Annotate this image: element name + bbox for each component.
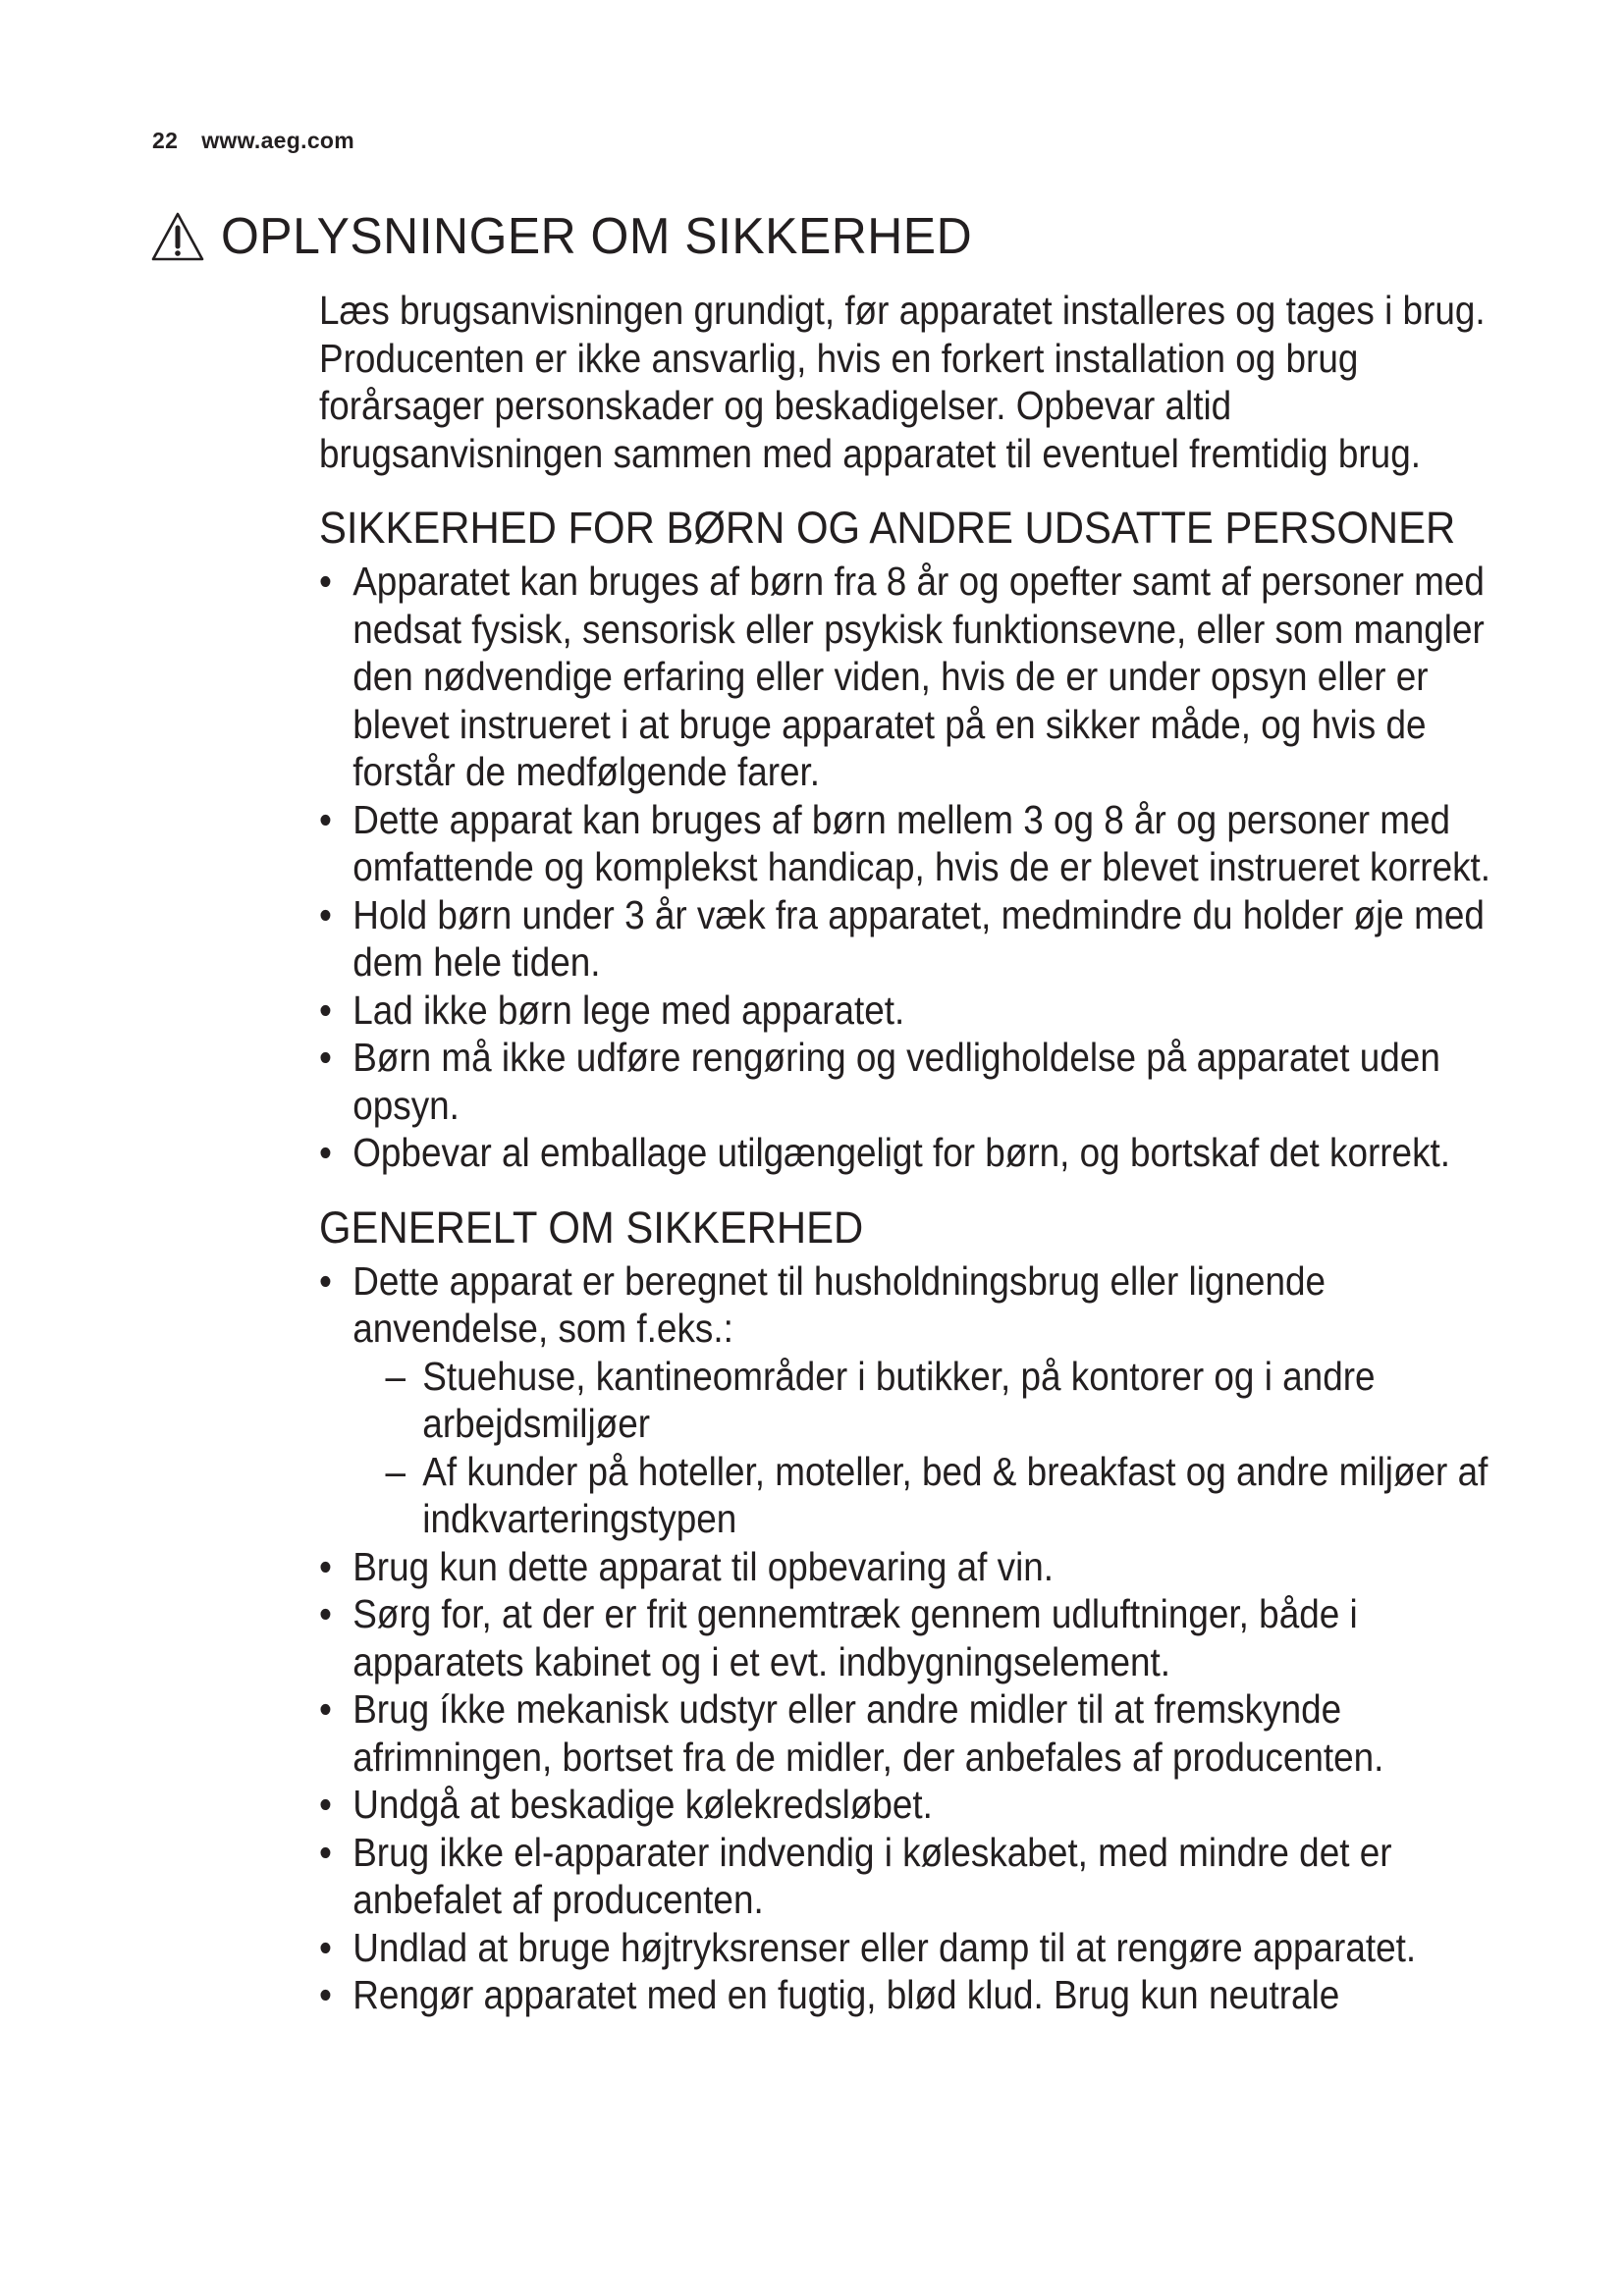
list-item-text: Brug kun dette apparat til opbevaring af vin. [352, 1543, 1055, 1589]
list-item [319, 1924, 1508, 1972]
section-heading-children: SIKKERHED FOR BØRN OG ANDRE UDSATTE PERSONER [319, 503, 1456, 553]
list-item [319, 891, 1508, 987]
list-item [319, 1971, 1508, 2019]
bullet-point: • [319, 1686, 332, 1732]
bullet-point: • [319, 1543, 332, 1589]
sub-list-item [386, 1353, 1508, 1448]
list-item [319, 796, 1508, 891]
list-item [319, 1685, 1508, 1781]
bullet-point: • [319, 1782, 332, 1827]
list-item-text: Brug ikke el-apparater indvendig i køleskabet, med mindre det er anbefalet af producenten. [352, 1829, 1392, 1922]
title-row [150, 208, 1003, 265]
bullet-point: • [319, 1829, 332, 1875]
content [319, 287, 1507, 2019]
bullet-point: • [319, 1035, 332, 1080]
warning-triangle-icon [150, 211, 205, 262]
list-item [319, 1257, 1508, 1543]
bullet-point: • [319, 1924, 332, 1970]
bullet-point: • [319, 987, 332, 1033]
bullet-point: • [319, 1972, 332, 2017]
list-item-text: Dette apparat kan bruges af børn mellem 3 og 8 år og personer med omfattende og komplekst handicap, hvis de er blevet instrueret korrekt. [352, 796, 1491, 889]
page-title: OPLYSNINGER OM SIKKERHED [221, 208, 973, 265]
page-number: 22 [152, 128, 179, 153]
list-item [319, 1034, 1508, 1129]
list-item-text: Undgå at beskadige kølekredsløbet. [352, 1782, 933, 1827]
list-item [319, 558, 1508, 796]
list-item [319, 1129, 1508, 1177]
list-item [319, 1781, 1508, 1829]
bullet-point: • [319, 1591, 332, 1636]
list-item-text: Opbevar al emballage utilgængeligt for børn, og bortskaf det korrekt. [352, 1130, 1451, 1175]
sub-list-item [352, 1448, 1507, 1543]
page-header [152, 128, 354, 154]
list-item-text: Dette apparat er beregnet til husholdningsbrug eller lignende anvendelse, som f.eks.: [352, 1257, 1326, 1351]
bullet-point: • [319, 1130, 332, 1175]
list-item [319, 987, 1508, 1035]
list-item-text: Hold børn under 3 år væk fra apparatet, medmindre du holder øje med dem hele tiden. [352, 891, 1485, 985]
website-url: www.aeg.com [201, 128, 355, 153]
list-item-text: Lad ikke børn lege med apparatet. [352, 987, 905, 1033]
sub-list-item-text: Stuehuse, kantineområder i butikker, på kontorer og i andre arbejdsmiljøer [422, 1353, 1376, 1446]
list-item-text: Børn må ikke udføre rengøring og vedligholdelse på apparatet uden opsyn. [352, 1035, 1440, 1128]
bullet-point: • [319, 796, 332, 842]
bullet-point: • [319, 1257, 332, 1304]
list-item-text: Sørg for, at der er frit gennemtræk gennem udluftninger, både i apparatets kabinet og i et evt. indbygningselement. [352, 1591, 1358, 1684]
dash-point: – [385, 1448, 406, 1494]
list-item [319, 1543, 1508, 1591]
list-item-text: Apparatet kan bruges af børn fra 8 år og opefter samt af personer med nedsat fysisk, sensorisk eller psykisk funktionsevne, eller som mangler den nødvendige erfaring eller viden, hvis de er under opsyn eller er blevet instrueret i at bruge apparatet på en sikker måde, og hvis de forstår de medfølgende farer. [352, 559, 1485, 794]
sub-list-item-text: Af kunder på hoteller, moteller, bed & breakfast og andre miljøer af indkvarteringstypen [422, 1448, 1489, 1541]
bullet-point: • [319, 559, 332, 604]
general-safety-list [319, 1257, 1508, 2019]
list-item-text: Undlad at bruge højtryksrenser eller damp til at rengøre apparatet. [352, 1924, 1417, 1970]
intro-paragraph: Læs brugsanvisningen grundigt, før apparatet installeres og tages i brug. Producenten er ikke ansvarlig, hvis en forkert installation og brug forårsager personskader og beskadigelser. Opbevar altid brugsanvisningen sammen med apparatet til eventuel fremtidig brug. [319, 288, 1486, 476]
bullet-point: • [319, 891, 332, 937]
section-heading-general: GENERELT OM SIKKERHED [319, 1201, 864, 1253]
list-item-text: Rengør apparatet med en fugtig, blød klud. Brug kun neutrale [352, 1972, 1340, 2017]
list-item [319, 1829, 1508, 1924]
children-safety-list [319, 558, 1508, 1177]
list-item [319, 1590, 1508, 1685]
dash-point: – [385, 1353, 406, 1399]
list-item-text: Brug íkke mekanisk udstyr eller andre midler til at fremskynde afrimningen, bortset fra de midler, der anbefales af producenten. [352, 1686, 1384, 1780]
